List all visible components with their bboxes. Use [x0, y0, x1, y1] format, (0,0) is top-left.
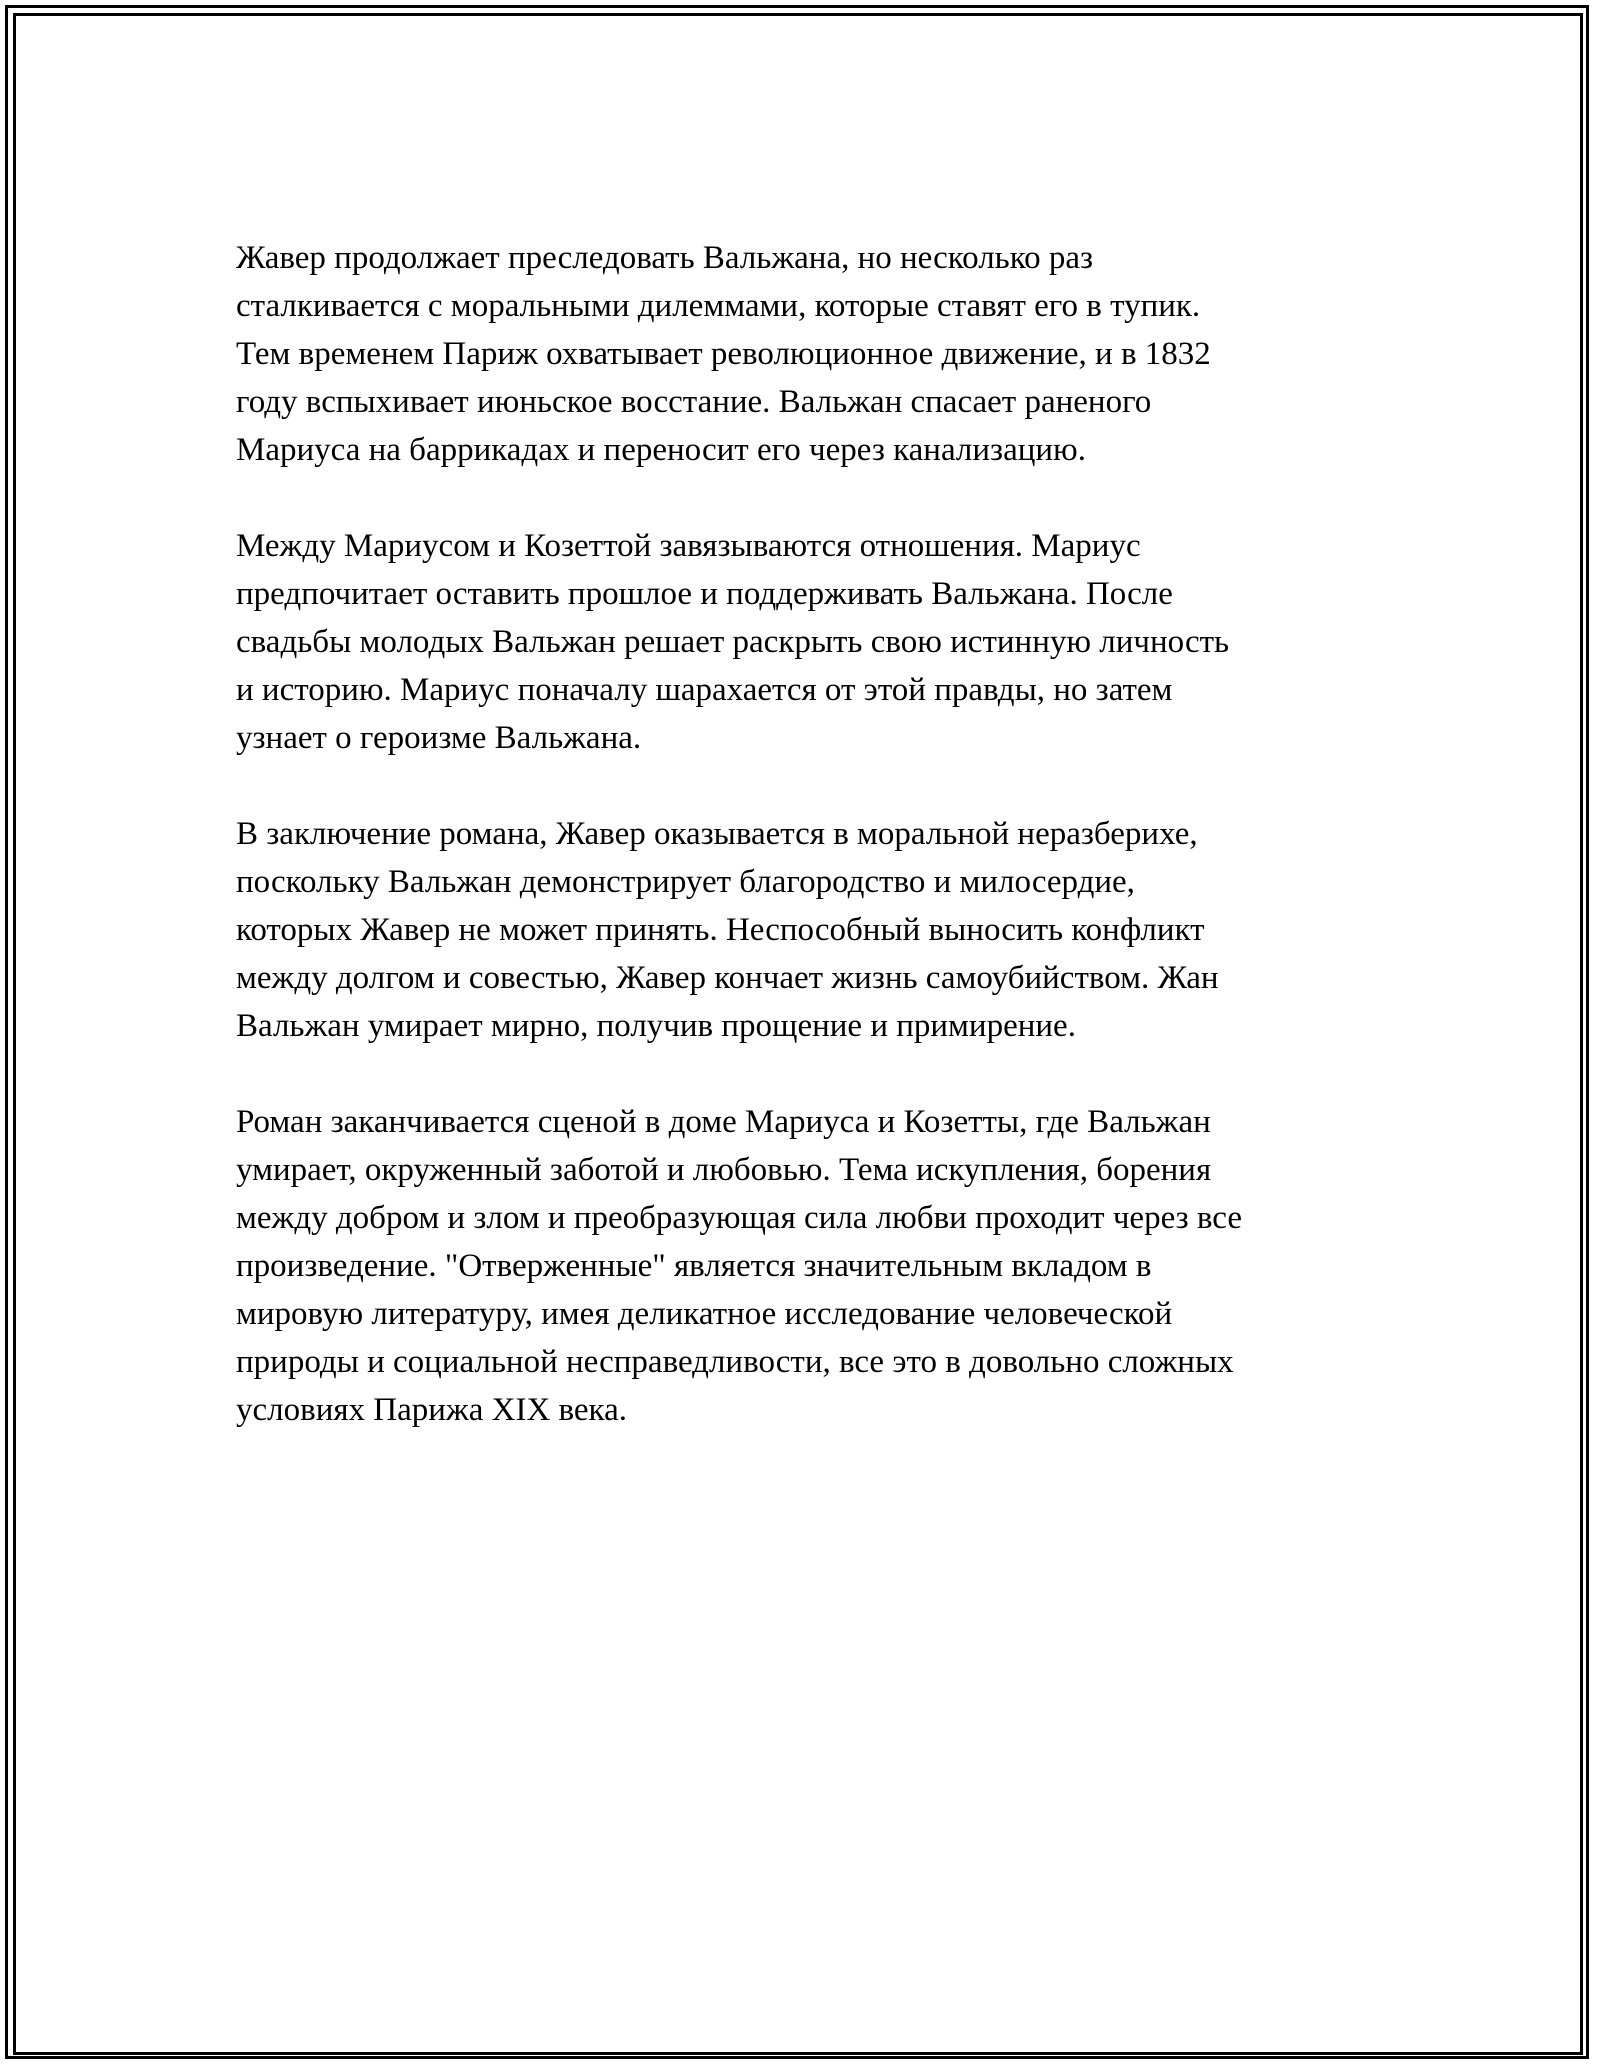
paragraph-1 — [236, 234, 1396, 474]
text-line: мировую литературу, имея деликатное исследование человеческой — [236, 1296, 1173, 1332]
text-line: поскольку Вальжан демонстрирует благородство и милосердие, — [236, 864, 1135, 900]
paragraph-3 — [236, 810, 1396, 1050]
document-body — [236, 234, 1396, 1482]
text-line: Мариуса на баррикадах и переносит его через канализацию. — [236, 432, 1086, 468]
paragraph-2 — [236, 522, 1396, 762]
text-line: Тем временем Париж охватывает революционное движение, и в 1832 — [236, 336, 1211, 372]
text-line: Вальжан умирает мирно, получив прощение и примирение. — [236, 1008, 1076, 1044]
text-line: В заключение романа, Жавер оказывается в моральной неразберихе, — [236, 816, 1198, 852]
text-line: сталкивается с моральными дилеммами, которые ставят его в тупик. — [236, 288, 1201, 324]
text-line: и историю. Мариус поначалу шарахается от этой правды, но затем — [236, 672, 1173, 708]
text-line: свадьбы молодых Вальжан решает раскрыть свою истинную личность — [236, 624, 1230, 660]
text-line: Жавер продолжает преследовать Вальжана, но несколько раз — [236, 240, 1094, 276]
text-line: предпочитает оставить прошлое и поддерживать Вальжана. После — [236, 576, 1173, 612]
text-line: произведение. "Отверженные" является значительным вкладом в — [236, 1248, 1152, 1284]
text-line: умирает, окруженный заботой и любовью. Тема искупления, борения — [236, 1152, 1212, 1188]
text-line: которых Жавер не может принять. Неспособный выносить конфликт — [236, 912, 1205, 948]
paragraph-4 — [236, 1098, 1396, 1434]
text-line: Роман заканчивается сценой в доме Мариуса и Козетты, где Вальжан — [236, 1104, 1211, 1140]
text-line: природы и социальной несправедливости, все это в довольно сложных — [236, 1344, 1234, 1380]
text-line: условиях Парижа XIX века. — [236, 1392, 627, 1428]
text-line: между добром и злом и преобразующая сила любви проходит через все — [236, 1200, 1243, 1236]
text-line: году вспыхивает июньское восстание. Вальжан спасает раненого — [236, 384, 1152, 420]
text-line: между долгом и совестью, Жавер кончает жизнь самоубийством. Жан — [236, 960, 1219, 996]
text-line: Между Мариусом и Козеттой завязываются отношения. Мариус — [236, 528, 1141, 564]
text-line: узнает о героизме Вальжана. — [236, 720, 642, 756]
